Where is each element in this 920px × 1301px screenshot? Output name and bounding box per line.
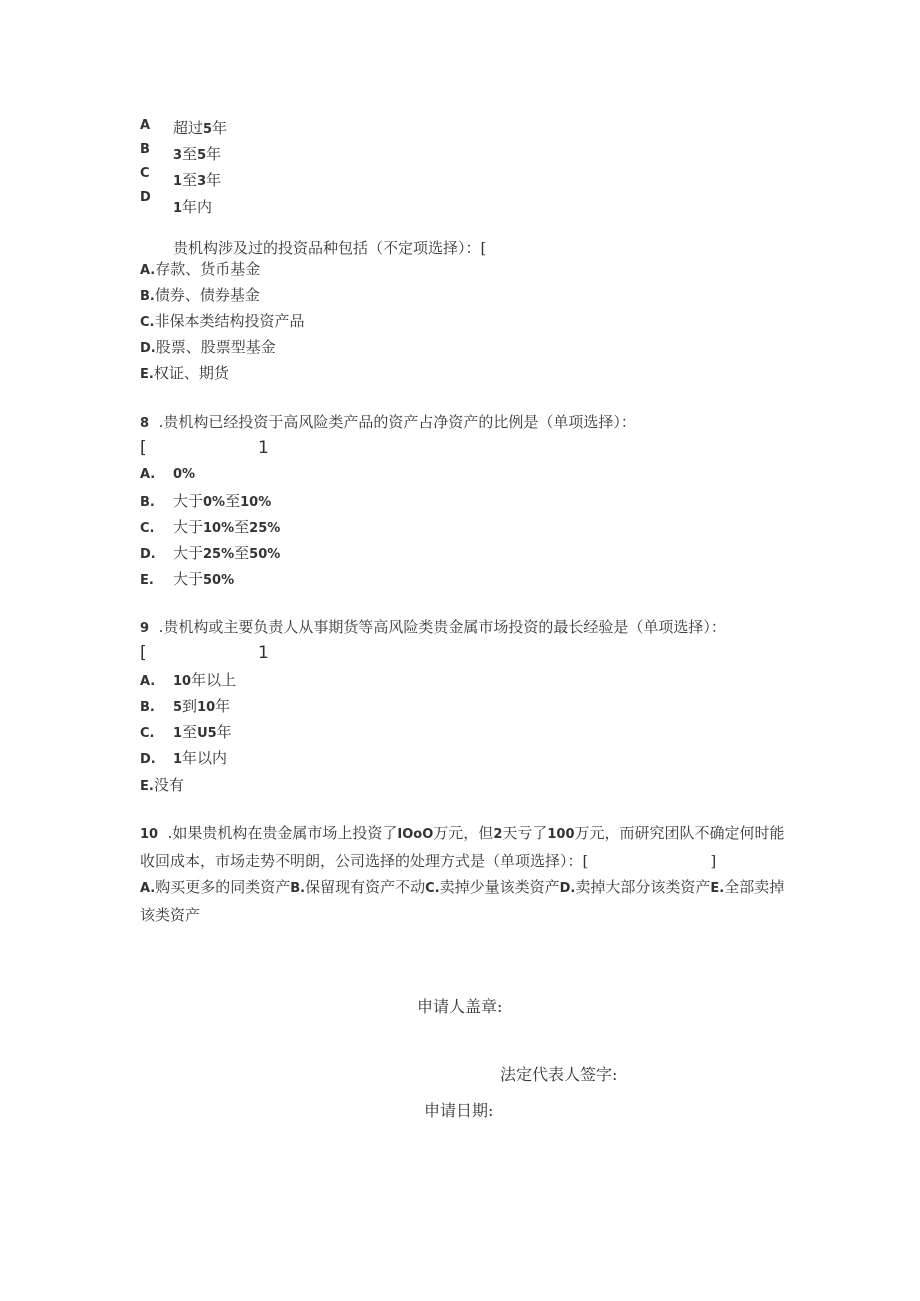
q8-bracket-open: [ <box>140 438 147 458</box>
q9-option-c: C. 1至U5年 <box>140 723 232 741</box>
q8-option-b: B. 大于0%至10% <box>140 492 272 510</box>
application-date-label: 申请日期: <box>424 1101 494 1120</box>
q7-option-e: E.权证、期货 <box>140 364 229 382</box>
q8-option-e: E. 大于50% <box>140 570 235 588</box>
applicant-seal-label: 申请人盖章: <box>417 997 503 1016</box>
q7-option-c: C.非保本类结构投资产品 <box>140 312 305 330</box>
q9-option-b: B. 5到10年 <box>140 697 231 715</box>
q8-bracket-close: 1 <box>258 438 269 458</box>
q9-bracket-close: 1 <box>258 643 269 663</box>
q9-option-e: E.没有 <box>140 776 184 794</box>
q6-option-d-label: D <box>140 190 151 205</box>
q6-option-c-text: 1至3年 <box>173 171 222 189</box>
q6-option-a-label: A <box>140 118 151 133</box>
q7-question: 贵机构涉及过的投资品种包括（不定项选择）：[ <box>173 239 487 257</box>
q8-option-d: D. 大于25%至50% <box>140 544 281 562</box>
q6-option-b-text: 3至5年 <box>173 145 222 163</box>
q8-question: 8 .贵机构已经投资于高风险类产品的资产占净资产的比例是（单项选择）： <box>140 413 636 431</box>
q6-option-c-label: C <box>140 166 150 181</box>
q6-option-d-text: 1年内 <box>173 198 213 216</box>
q7-option-b: B.债券、债券基金 <box>140 286 260 304</box>
q8-option-c: C. 大于10%至25% <box>140 518 281 536</box>
q7-option-a: A.存款、货币基金 <box>140 260 261 278</box>
q7-option-d: D.股票、股票型基金 <box>140 338 276 356</box>
q9-bracket-open: [ <box>140 643 147 663</box>
q9-option-d: D. 1年以内 <box>140 749 228 767</box>
q9-option-a: A. 10年以上 <box>140 671 237 689</box>
q9-question: 9 .贵机构或主要负责人从事期货等高风险类贵金属市场投资的最长经验是（单项选择）： <box>140 618 726 636</box>
q8-option-a: A. 0% <box>140 467 196 482</box>
q10-question: 10 .如果贵机构在贵金属市场上投资了IOoO万元，但2天亏了100万元，而研究团队不确定何时能收回成本，市场走势不明朗，公司选择的处理方式是（单项选择）：[ ] A.购买更多的同类资产B.保留现有资产不动C.卖掉少量该类资产D.卖掉大部分该类资产E.全部卖掉该类资产 <box>140 824 785 924</box>
q6-option-b-label: B <box>140 142 150 157</box>
q6-option-a-text: 超过5年 <box>173 119 228 137</box>
legal-rep-signature-label: 法定代表人签字: <box>500 1065 618 1084</box>
